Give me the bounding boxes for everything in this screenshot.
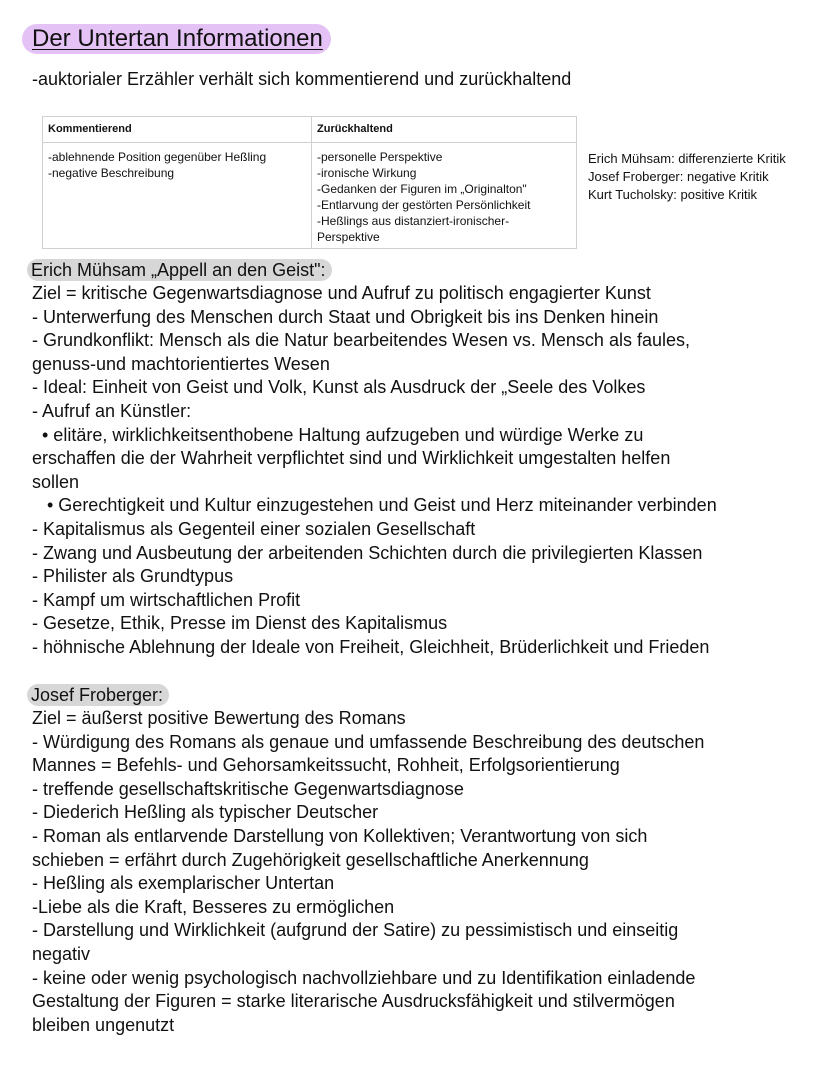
text-line: - keine oder wenig psychologisch nachvollziehbare und zu Identifikation einladende — [32, 967, 696, 988]
table-cell-line: -Gedanken der Figuren im „Originalton" — [317, 182, 527, 196]
text-line: erschaffen die der Wahrheit verpflichtet sind und Wirklichkeit umgestalten helfen — [32, 448, 671, 469]
text-line: - Kampf um wirtschaftlichen Profit — [32, 589, 301, 610]
text-line: negativ — [32, 943, 91, 964]
intro-text: -auktorialer Erzähler verhält sich kommentierend und zurückhaltend — [32, 69, 572, 89]
text-line: Ziel = äußerst positive Bewertung des Romans — [32, 708, 406, 728]
text-line: • elitäre, wirklichkeitsenthobene Haltung aufzugeben und würdige Werke zu — [32, 424, 644, 445]
table-cell-line: -personelle Perspektive — [317, 150, 443, 164]
table-cell-zurueckhaltend — [312, 143, 577, 249]
text-line: -Liebe als die Kraft, Besseres zu ermöglichen — [32, 896, 395, 917]
narrator-table — [42, 116, 577, 249]
text-line: - Ideal: Einheit von Geist und Volk, Kunst als Ausdruck der „Seele des Volkes — [32, 377, 646, 398]
text-line: schieben = erfährt durch Zugehörigkeit gesellschaftliche Anerkennung — [32, 849, 589, 870]
text-line: - Philister als Grundtypus — [32, 566, 234, 587]
text-line: - Diederich Heßling als typischer Deutscher — [32, 802, 379, 823]
table-cell-line: -Heßlings aus distanziert-ironischer- — [317, 214, 510, 228]
text-line: Gestaltung der Figuren = starke literarische Ausdrucksfähigkeit und stilvermögen — [32, 991, 675, 1012]
table-cell-line: -negative Beschreibung — [48, 166, 175, 180]
text-line: - Würdigung des Romans als genaue und umfassende Beschreibung des deutschen — [32, 731, 705, 752]
critics-summary — [588, 150, 786, 204]
text-line: - Aufruf an Künstler: — [32, 400, 192, 421]
text-line: - Zwang und Ausbeutung der arbeitenden Schichten durch die privilegierten Klassen — [32, 542, 703, 563]
text-line: - Kapitalismus als Gegenteil einer sozialen Gesellschaft — [32, 518, 476, 539]
text-line: - höhnische Ablehnung der Ideale von Freiheit, Gleichheit, Brüderlichkeit und Frieden — [32, 636, 710, 657]
text-line: - Grundkonflikt: Mensch als die Natur bearbeitendes Wesen vs. Mensch als faules, — [32, 330, 690, 351]
table-header-row — [43, 117, 577, 143]
table-cell-line: -ablehnende Position gegenüber Heßling — [48, 150, 267, 164]
table-header-zurueckhaltend: Zurückhaltend — [312, 117, 577, 143]
text-line: genuss-und machtorientiertes Wesen — [32, 353, 330, 374]
section-heading-froberger: Josef Froberger: — [27, 684, 169, 706]
text-line: Mannes = Befehls- und Gehorsamkeitssucht, Rohheit, Erfolgsorientierung — [32, 755, 620, 776]
critic-froberger: Josef Froberger: negative Kritik — [588, 169, 769, 184]
text-line: • Gerechtigkeit und Kultur einzugestehen und Geist und Herz miteinander verbinden — [32, 495, 717, 516]
text-line: sollen — [32, 471, 80, 492]
text-line: bleiben ungenutzt — [32, 1014, 175, 1035]
table-cell-line: Perspektive — [317, 230, 380, 244]
critic-tucholsky: Kurt Tucholsky: positive Kritik — [588, 187, 758, 202]
table-row — [43, 143, 577, 249]
table-cell-line: -ironische Wirkung — [317, 166, 417, 180]
critic-muehsam: Erich Mühsam: differenzierte Kritik — [588, 151, 786, 166]
text-line: - Heßling als exemplarischer Untertan — [32, 873, 335, 894]
text-line: - Darstellung und Wirklichkeit (aufgrund der Satire) zu pessimistisch und einseitig — [32, 920, 679, 941]
text-line: Ziel = kritische Gegenwartsdiagnose und Aufruf zu politisch engagierter Kunst — [32, 283, 651, 303]
page-title: Der Untertan Informationen — [22, 24, 331, 54]
table-header-kommentierend: Kommentierend — [43, 117, 312, 143]
text-line: - Gesetze, Ethik, Presse im Dienst des Kapitalismus — [32, 613, 448, 634]
text-line: - Unterwerfung des Menschen durch Staat und Obrigkeit bis ins Denken hinein — [32, 306, 659, 327]
section-heading-muehsam: Erich Mühsam „Appell an den Geist": — [27, 259, 332, 281]
section-body-muehsam — [32, 282, 717, 660]
table-cell-kommentierend — [43, 143, 312, 249]
section-body-froberger — [32, 707, 704, 1037]
table-cell-line: -Entlarvung der gestörten Persönlichkeit — [317, 198, 531, 212]
text-line: - treffende gesellschaftskritische Gegenwartsdiagnose — [32, 778, 464, 799]
text-line: - Roman als entlarvende Darstellung von Kollektiven; Verantwortung von sich — [32, 825, 648, 846]
